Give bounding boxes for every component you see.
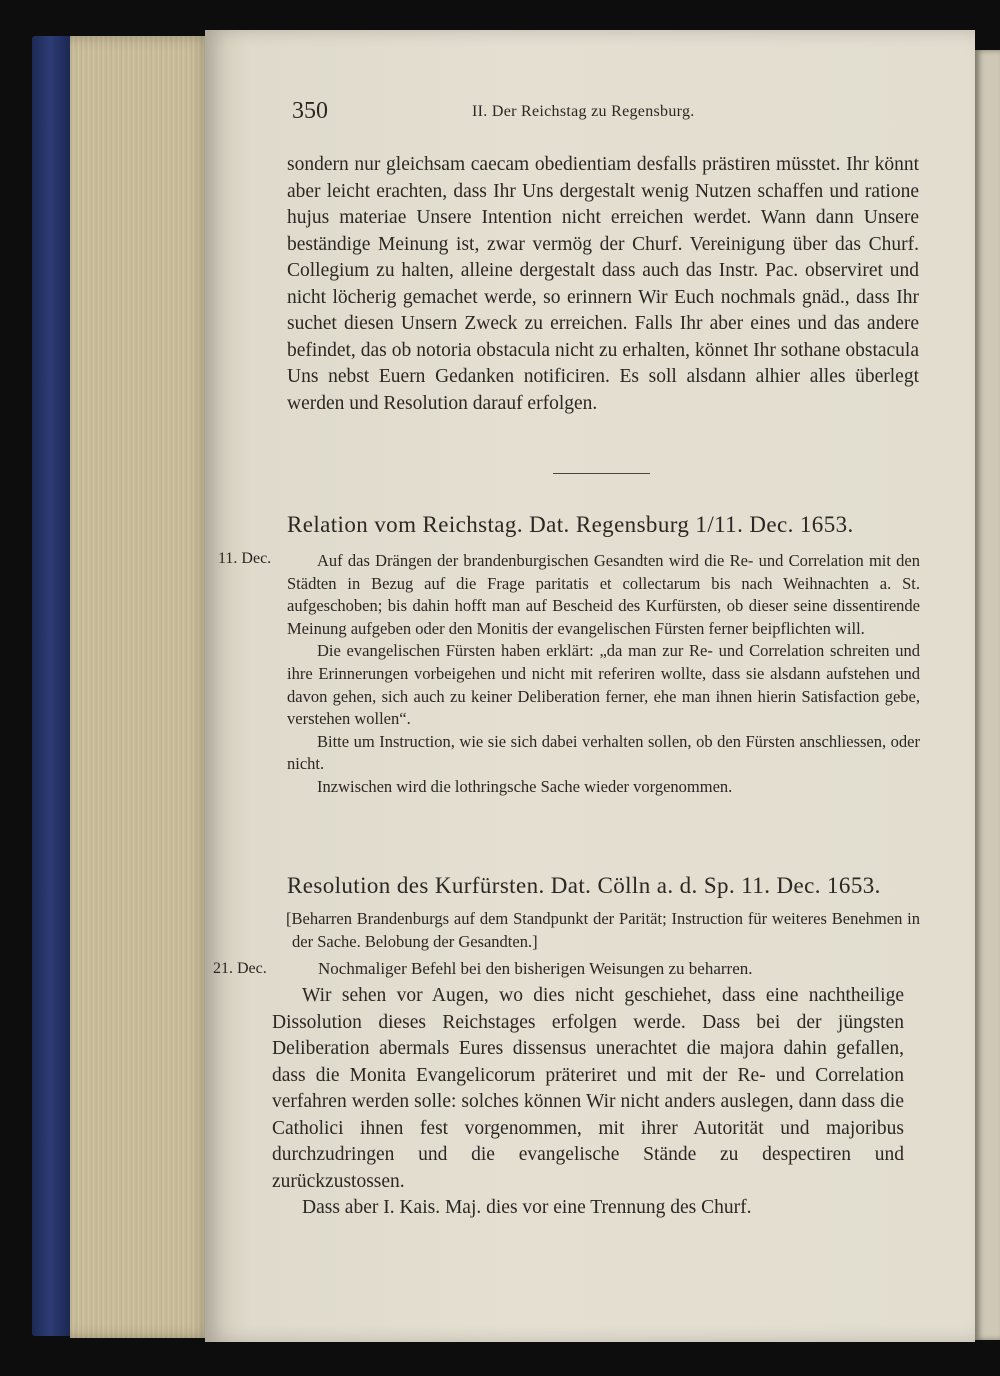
facing-page-edge — [975, 50, 1000, 1340]
continuation-text: sondern nur gleichsam caecam obedientiam desfalls prästiren müsstet. Ihr könnt aber leicht erachten, dass Ihr Uns dergestalt wenig Nutzen schaffen und ratione hujus materiae Unsere Intention nicht erreichen werdet. Wann dann Unsere beständige Meinung ist, zwar vermög der Churf. Vereinigung über das Churf. Collegium zu halten, alleine dergestalt dass auch das Instr. Pac. observiret und nicht löcherig gemachet werde, so erinnern Wir Euch nochmals gnäd., dass Ihr suchet diesen Unsern Zweck zu erreichen. Falls Ihr aber eines und das andere befindet, das ob notoria obstacula nicht zu erhalten, könnet Ihr sothane obstacula Uns nebst Euern Gedanken notificiren. Es soll alsdann alhier alles überlegt werden und Resolution darauf erfolgen. — [287, 154, 919, 414]
section1-paragraph: Inzwischen wird die lothringsche Sache wieder vorgenommen. — [317, 776, 733, 796]
section1-paragraph: Bitte um Instruction, wie sie sich dabei verhalten sollen, ob den Fürsten anschliessen, oder nicht. — [287, 731, 920, 774]
section1-paragraph: Auf das Drängen der brandenburgischen Gesandten wird die Re- und Correlation mit den Städten in Bezug auf die Frage paritatis et collectarum bis nach Weihnachten a. St. aufgeschoben; bis dahin hofft man auf Bescheid des Kurfürsten, ob dieser seine dissentirende Meinung aufgeben oder den Monitis der evangelischen Fürsten ferner beipflichten will. — [287, 551, 920, 638]
page-stack-edges — [70, 36, 212, 1338]
page-number: 350 — [292, 98, 328, 124]
section1-body — [287, 550, 920, 799]
section2-first-line: Nochmaliger Befehl bei den bisherigen Weisungen zu beharren. — [318, 959, 753, 978]
section1-heading: Relation vom Reichstag. Dat. Regensburg 1/11. Dec. 1653. — [287, 512, 854, 537]
section2-margin-date: 21. Dec. — [213, 960, 267, 977]
section2-body — [272, 983, 904, 1222]
section2-heading: Resolution des Kurfürsten. Dat. Cölln a. d. Sp. 11. Dec. 1653. — [287, 873, 881, 898]
section2-paragraph: Wir sehen vor Augen, wo dies nicht geschiehet, dass eine nachtheilige Dissolution dieses Reichstages erfolgen werde. Dass bei der jüngsten Deliberation abermals Eures dissensus unerachtet die majora dahin gefallen, dass die Monita Evangelicorum präteriret und mit der Re- und Correlation verfahren werden solle: solches können Wir nicht anders auslegen, dann dass die Catholici ihnen fest vorgenommen, mit ihrer Autorität und majoribus durchzudringen und die evangelische Stände zu despectiren und zurückzustossen. — [272, 985, 904, 1192]
section2-summary: [Beharren Brandenburgs auf dem Standpunkt der Parität; Instruction für weiteres Benehmen in der Sache. Belobung der Gesandten.] — [286, 909, 920, 951]
section-divider — [553, 473, 650, 474]
section1-margin-date: 11. Dec. — [218, 550, 272, 567]
section2-paragraph: Dass aber I. Kais. Maj. dies vor eine Trennung des Churf. — [302, 1197, 752, 1218]
continuation-paragraph — [287, 152, 919, 417]
book-cover-edge — [32, 36, 72, 1336]
section1-paragraph: Die evangelischen Fürsten haben erklärt: „da man zur Re- und Correlation schreiten und ihre Erinnerungen vorbeigehen und nicht mit referiren wollte, dass sie alsdann aufstehen und davon gehen, sich auch zu keiner Deliberation ferner, ehe man ihnen hierin Satisfaction gebe, verstehen wollen“. — [287, 641, 920, 729]
running-title: II. Der Reichstag zu Regensburg. — [472, 103, 695, 120]
